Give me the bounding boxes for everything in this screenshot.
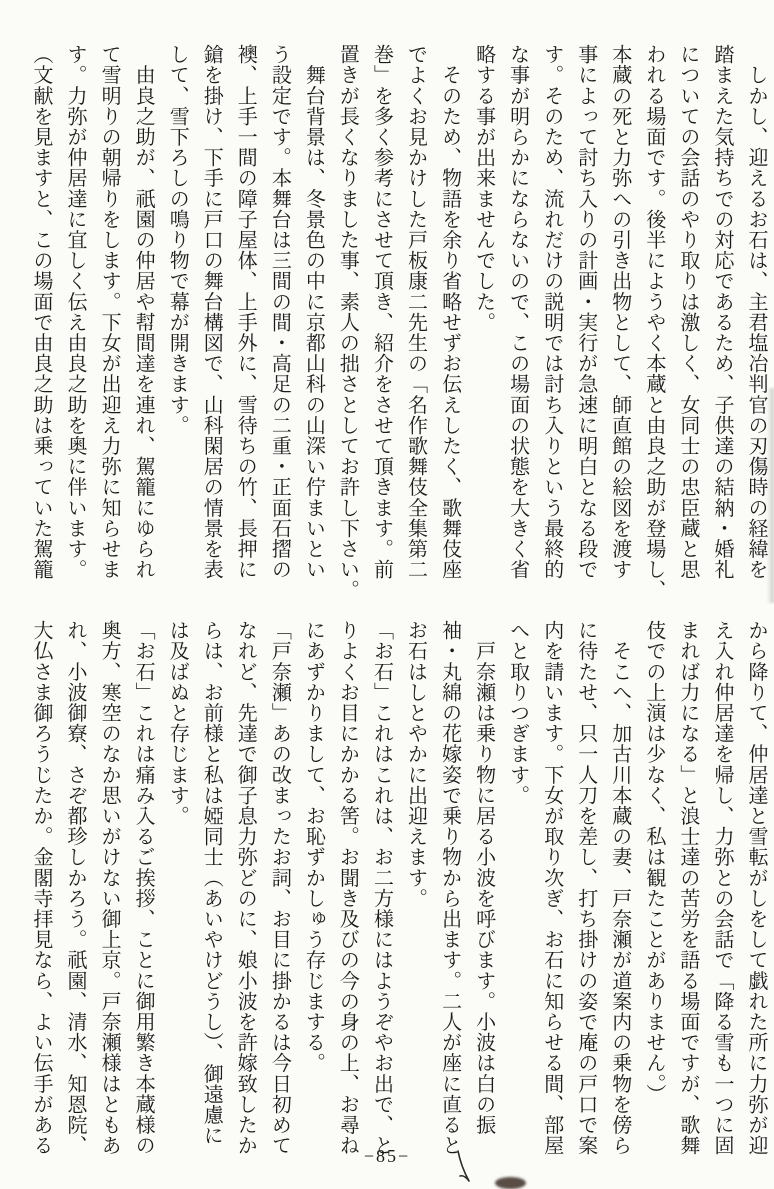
text-column: にあずかりまして、お恥ずかしゅう存じまする。 [302, 620, 325, 1074]
text-column: て雪明りの朝帰りをします。下女が出迎え力弥に知らせま [98, 44, 121, 580]
text-column: 舞台背景は、冬景色の中に京都山科の山深い佇まいとい [302, 44, 325, 580]
stray-pen-mark [454, 1148, 476, 1188]
text-column: 巻」を多く参考にさせて頂き、紹介をさせて頂きます。前 [370, 44, 393, 580]
scan-smudge-right-edge [767, 388, 774, 603]
text-column: 事によって討ち入りの計画・実行が急速に明白となる段で [574, 44, 597, 580]
text-column: でよくお見かけした戸板康二先生の「名作歌舞伎全集第二 [404, 44, 427, 580]
text-column: 本蔵の死と力弥への引き出物として、師直館の絵図を渡す [608, 44, 631, 580]
text-column: 奥方、寒空のなか思いがけない御上京。戸奈瀬様はともあ [98, 620, 121, 1156]
text-column: しかし、迎えるお石は、主君塩冶判官の刃傷時の経緯を [744, 44, 767, 580]
text-column: 内を請います。下女が取り次ぎ、お石に知らせる間、部屋 [540, 620, 563, 1156]
text-column: についての会話のやり取りは激しく、女同士の忠臣蔵と思 [676, 44, 699, 580]
text-column: して、雪下ろしの鳴り物で幕が開きます。 [166, 44, 189, 436]
ink-smudge-bottom [495, 1177, 526, 1189]
text-column: な事が明らかにならないので、この場面の状態を大きく省 [506, 44, 529, 580]
text-column: 大仏さま御ろうじたか。金閣寺拝見なら、よい伝手がある [30, 620, 52, 1156]
upper-text-block [30, 44, 767, 601]
lower-text-block [30, 620, 766, 1158]
text-column: 「戸奈瀬」あの改まったお詞、お目に掛かるは今日初めて [268, 620, 291, 1156]
text-column: に待たせ、只一人刀を差し、打ち掛けの姿で庵の戸口で案 [574, 620, 597, 1156]
text-column: （文献を見ますと、この場面で由良之助は乗っていた駕籠 [30, 44, 52, 580]
text-column: 置きが長くなりました事、素人の拙さとしてお許し下さい。 [336, 44, 359, 601]
text-column: 「お石」これは痛み入るご挨拶、ことに御用繁き本蔵様の [132, 620, 155, 1156]
text-column: そこへ、加古川本蔵の妻、戸奈瀬が道案内の乗物を傍ら [608, 620, 631, 1156]
text-column: 略する事が出来ませんでした。 [472, 44, 495, 333]
text-column: そのため、物語を余り省略せずお伝えしたく、歌舞伎座 [438, 44, 461, 580]
text-column: まれば力になる」と浪士達の苦労を語る場面ですが、歌舞 [676, 620, 699, 1156]
text-column: から降りて、仲居達と雪転がしをして戯れた所に力弥が迎 [744, 620, 767, 1156]
text-column: 踏まえた気持ちでの対応であるため、子供達の結納・婚礼 [710, 44, 733, 580]
text-column: りよくお目にかかる筈。お聞き及びの今の身の上、お尋ね [336, 620, 359, 1156]
text-column: え入れ仲居達を帰し、力弥との会話で「降る雪も一つに固 [710, 620, 733, 1156]
text-column: 「お石」これはこれは、お二方様にはようぞやお出で、と [370, 620, 393, 1156]
text-column: 鎗を掛け、下手に戸口の舞台構図で、山科閑居の情景を表 [200, 44, 223, 580]
text-column: 袖・丸綿の花嫁姿で乗り物から出ます。二人が座に直ると [438, 620, 461, 1156]
text-column: らは、お前様と私は婭同士（あいやけどうし）、御遠慮に [200, 620, 223, 1146]
text-column: う設定です。本舞台は三間の間・高足の二重・正面石摺の [268, 44, 291, 580]
text-column: 伎での上演は少なく、私は観たことがありません。） [642, 620, 665, 1105]
page-number: −85− [363, 1146, 411, 1166]
text-column: 戸奈瀬は乗り物に居る小波を呼びます。小波は白の振 [472, 620, 495, 1135]
text-column: われる場面です。後半にようやく本蔵と由良之助が登場し、 [642, 44, 665, 601]
text-column: れ、小波御寮、さぞ都珍しかろう。祇園、清水、知恩院、 [64, 620, 87, 1156]
text-column: 襖、上手一間の障子屋体、上手外に、雪待ちの竹、長押に [234, 44, 257, 580]
text-column: す。力弥が仲居達に宜しく伝え由良之助を奥に伴います。 [64, 44, 87, 580]
text-column: へと取りつぎます。 [506, 620, 529, 806]
text-column: 由良之助が、祇園の仲居や幇間達を連れ、駕籠にゆられ [132, 44, 155, 580]
text-column: す。そのため、流れだけの説明では討ち入りという最終的 [540, 44, 563, 580]
text-column: なれど、先達で御子息力弥どのに、娘小波を許嫁致したか [234, 620, 257, 1156]
text-column: は及ばぬと存じます。 [166, 620, 189, 826]
text-column: お石はしとやかに出迎えます。 [404, 620, 427, 909]
